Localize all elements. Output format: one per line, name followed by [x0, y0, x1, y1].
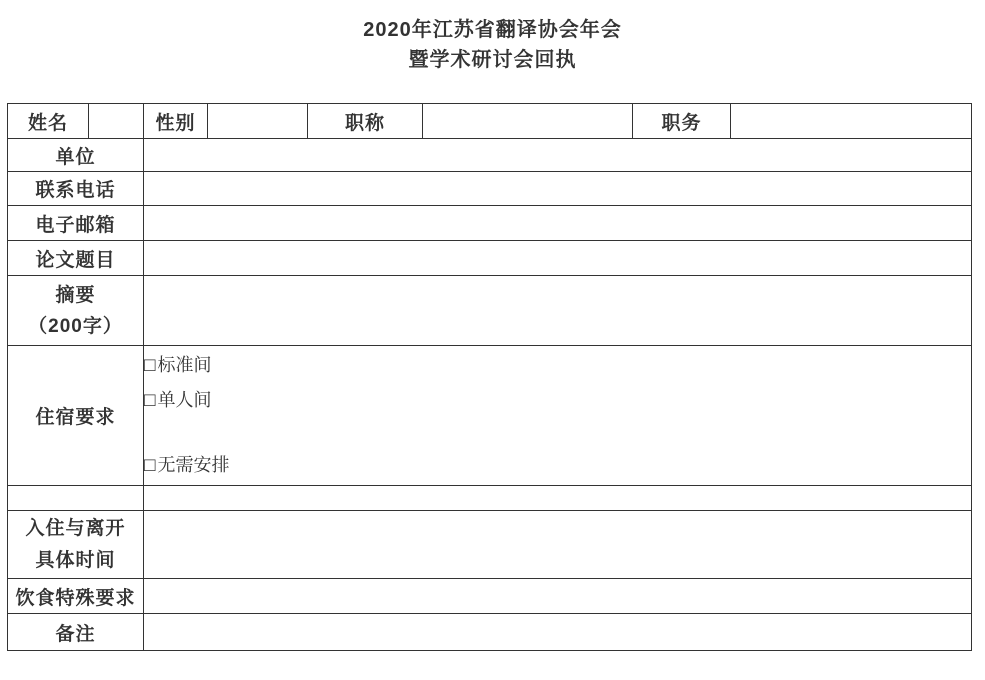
row-checkin-checkout [8, 511, 972, 579]
checkin-checkout-label-cell [8, 511, 144, 579]
row-spacer [8, 486, 972, 511]
accommodation-option-no-arrangement[interactable] [144, 448, 971, 483]
abstract-label-cell [8, 276, 144, 346]
email-label-cell: 电子邮箱 [8, 206, 144, 241]
accommodation-option-standard-room[interactable] [144, 348, 971, 383]
title-line-1: 2020年江苏省翻译协会年会 [363, 19, 622, 41]
phone-value-cell[interactable] [144, 172, 972, 206]
row-accommodation [8, 346, 972, 486]
accommodation-option-label: 标准间 [157, 355, 212, 375]
row-email [8, 206, 972, 241]
row-remarks [8, 614, 972, 651]
row-phone [8, 172, 972, 206]
row-basic-info [8, 104, 972, 139]
checkbox-icon[interactable]: □ [144, 355, 156, 376]
document-title [0, 0, 985, 75]
accommodation-label-cell: 住宿要求 [8, 346, 144, 486]
accommodation-option-label: 无需安排 [157, 455, 230, 475]
checkin-checkout-value-cell[interactable] [144, 511, 972, 579]
checkbox-icon[interactable]: □ [144, 455, 156, 476]
professional-title-label-cell: 职称 [308, 104, 423, 139]
organization-value-cell[interactable] [144, 139, 972, 172]
spacer-label-cell [8, 486, 144, 511]
organization-label-cell: 单位 [8, 139, 144, 172]
name-value-cell[interactable] [89, 104, 144, 139]
paper-title-label-cell: 论文题目 [8, 241, 144, 276]
spacer-value-cell[interactable] [144, 486, 972, 511]
row-abstract [8, 276, 972, 346]
position-value-cell[interactable] [731, 104, 972, 139]
title-line-2: 暨学术研讨会回执 [408, 49, 577, 71]
accommodation-options-cell [144, 346, 972, 486]
gender-label-cell: 性别 [144, 104, 208, 139]
checkin-checkout-label-line1: 入住与离开 [25, 517, 126, 539]
abstract-value-cell[interactable] [144, 276, 972, 346]
position-label-cell: 职务 [633, 104, 731, 139]
phone-label-cell: 联系电话 [8, 172, 144, 206]
abstract-label-line1: 摘要 [55, 284, 96, 306]
paper-title-value-cell[interactable] [144, 241, 972, 276]
reply-form-table [7, 103, 972, 651]
dietary-value-cell[interactable] [144, 579, 972, 614]
accommodation-option-label: 单人间 [157, 390, 212, 410]
dietary-label-cell: 饮食特殊要求 [8, 579, 144, 614]
row-paper-title [8, 241, 972, 276]
professional-title-value-cell[interactable] [423, 104, 633, 139]
name-label-cell: 姓名 [8, 104, 89, 139]
remarks-value-cell[interactable] [144, 614, 972, 651]
gender-value-cell[interactable] [208, 104, 308, 139]
remarks-label-cell: 备注 [8, 614, 144, 651]
abstract-label-line2: （200字） [28, 315, 123, 337]
row-dietary [8, 579, 972, 614]
row-organization [8, 139, 972, 172]
checkin-checkout-label-line2: 具体时间 [35, 549, 116, 571]
accommodation-option-single-room[interactable] [144, 383, 971, 418]
checkbox-icon[interactable]: □ [144, 390, 156, 411]
email-value-cell[interactable] [144, 206, 972, 241]
